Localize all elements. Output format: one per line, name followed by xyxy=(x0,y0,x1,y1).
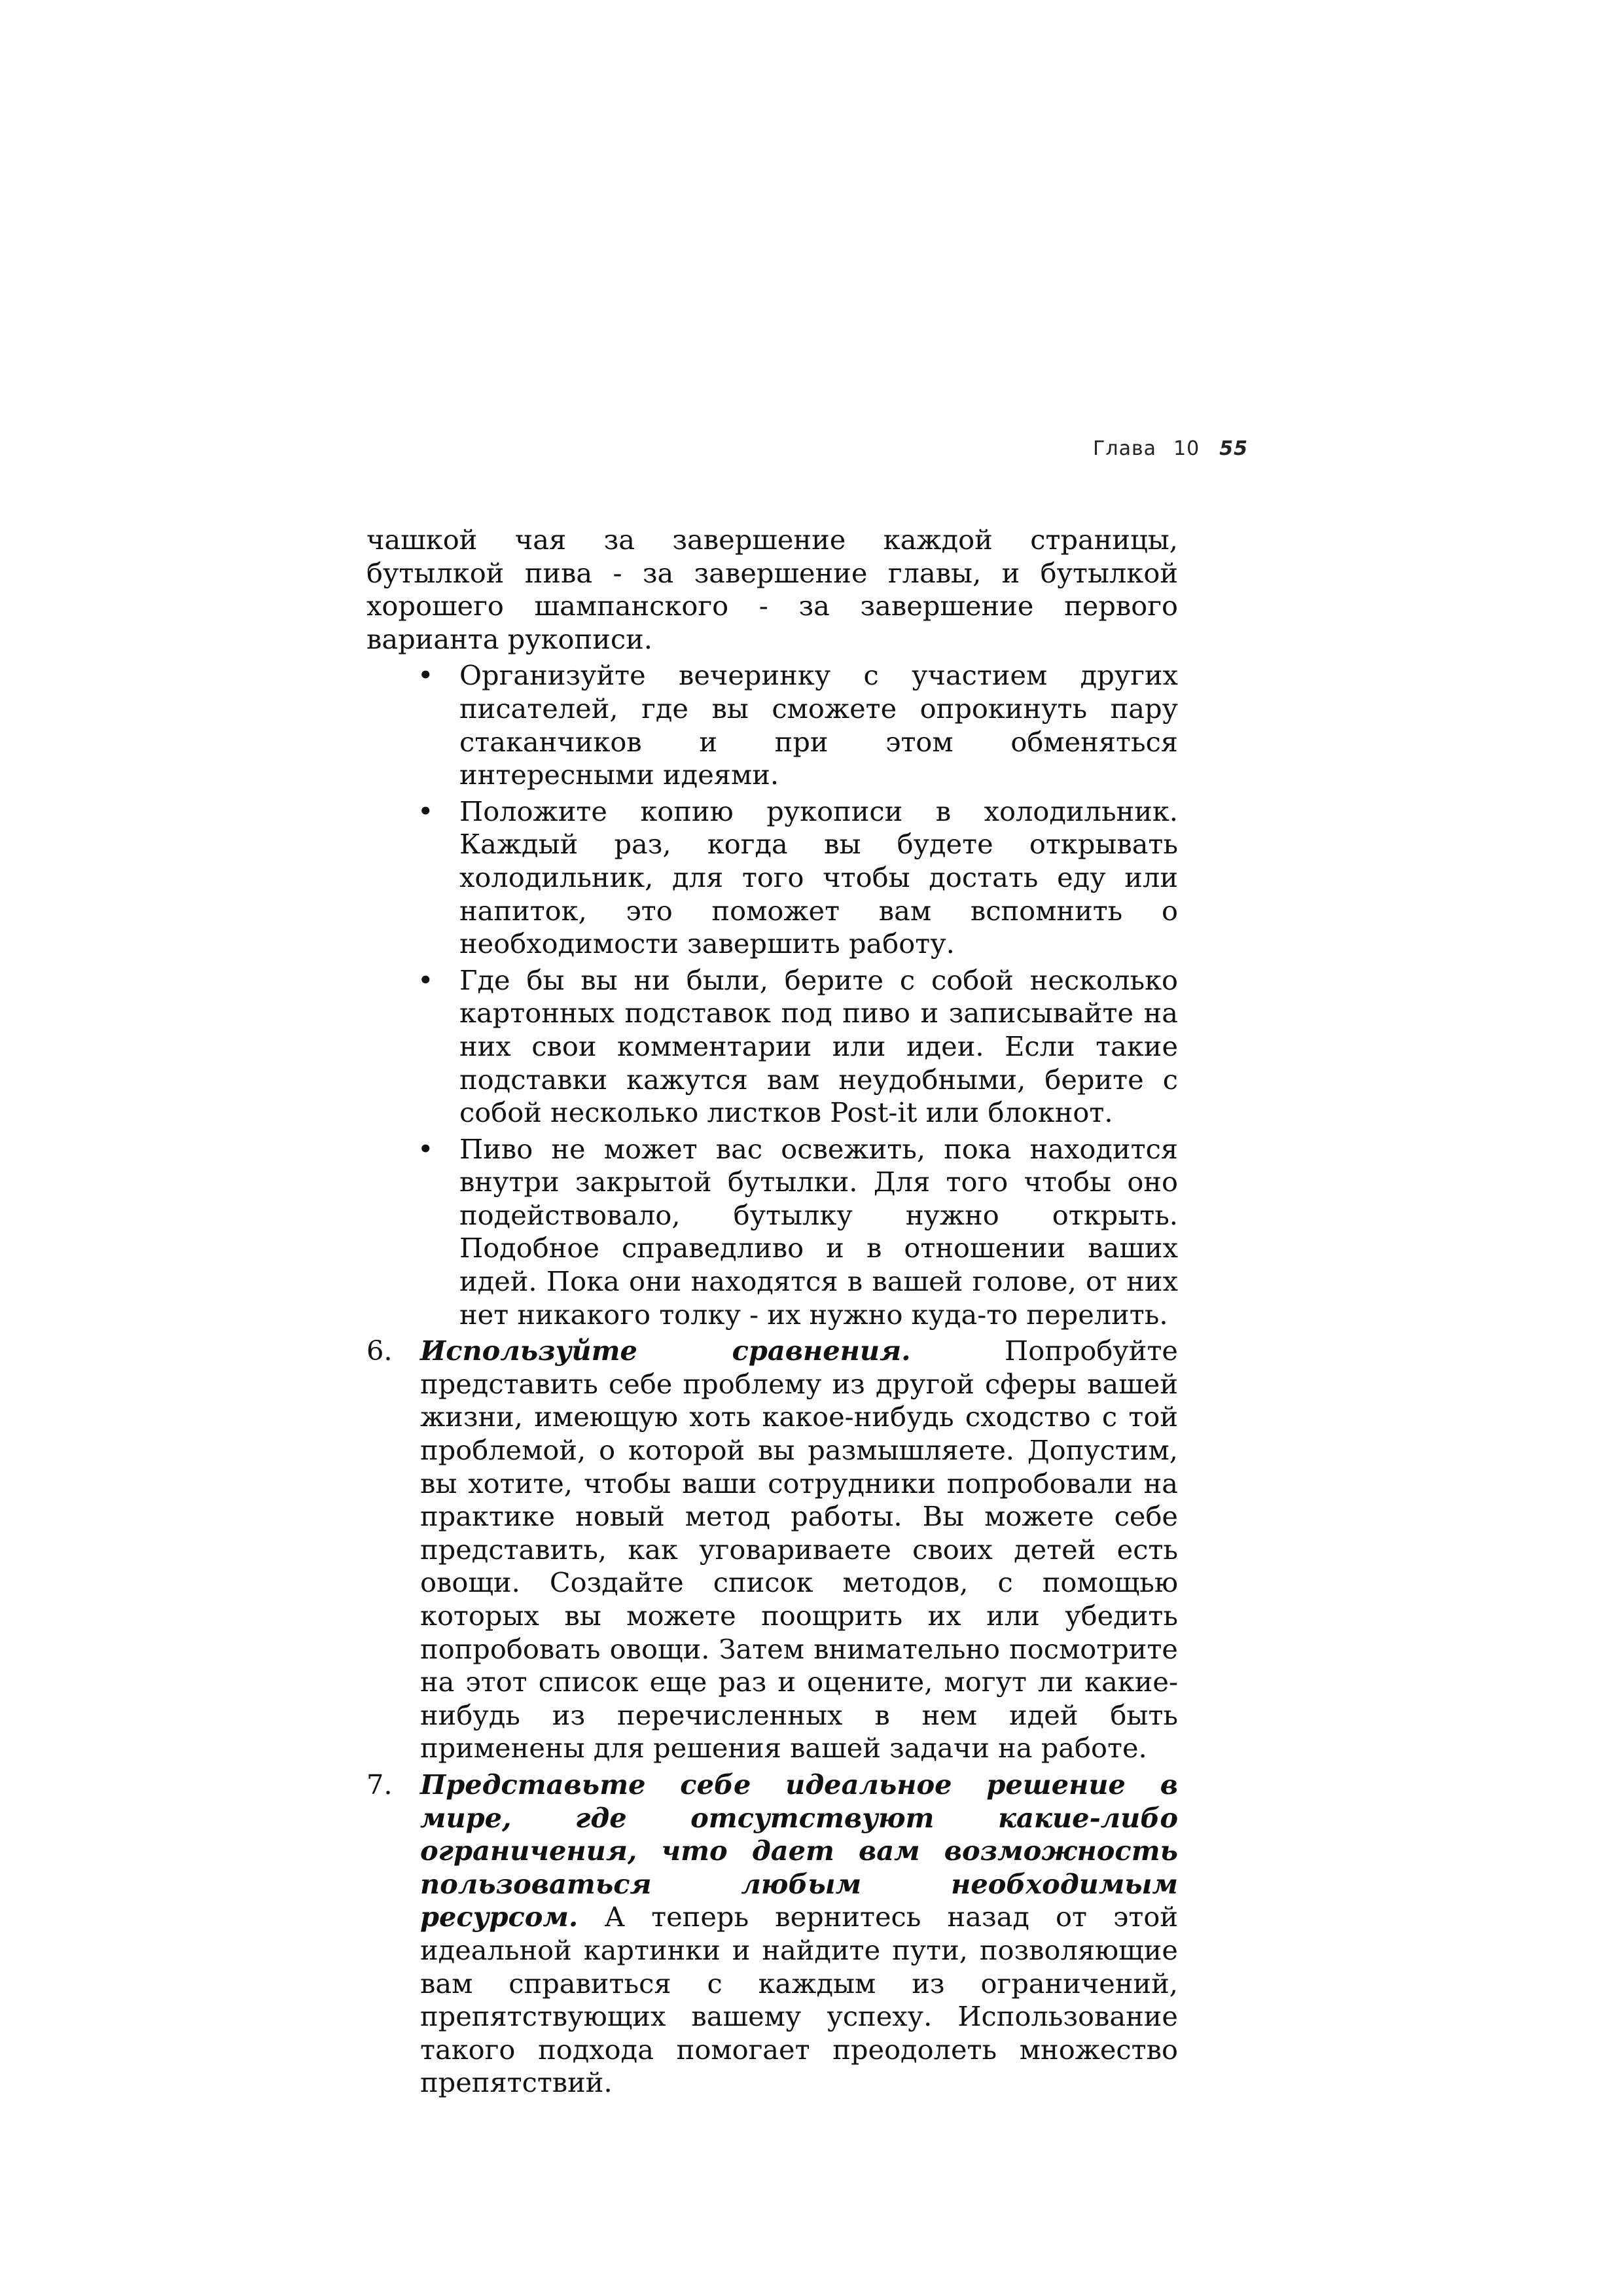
page-body xyxy=(366,524,1178,2100)
bullet-icon: • xyxy=(418,1132,434,1165)
item-text: А теперь вернитесь назад от этой идеальной картинки и найдите пути, позволяющие вам справиться с каждым из ограничений, препятствующих вашему успеху. Использование такого подхода помогает преодолеть множество препятствий. xyxy=(420,1901,1178,2099)
carry-over-paragraph: чашкой чая за завершение каждой страницы, бутылкой пива - за завершение главы, и бутылкой хорошего шампанского - за завершение первого варианта рукописи. xyxy=(366,524,1178,655)
bullet-item xyxy=(366,795,1178,961)
bullet-icon: • xyxy=(418,659,434,692)
item-number: 7. xyxy=(366,1768,393,1801)
item-lead: Используйте сравнения. xyxy=(420,1335,911,1367)
item-number: 6. xyxy=(366,1335,393,1367)
bullet-text: Пиво не может вас освежить, пока находится внутри закрытой бутылки. Для того чтобы оно подействовало, бутылку нужно открыть. Подобное справедливо и в отношении ваших идей. Пока они находятся в вашей голове, от них нет никакого толку - их нужно куда-то перелить. xyxy=(459,1132,1178,1331)
bullet-text: Где бы вы ни были, берите с собой несколько картонных подставок под пиво и записывайте на них свои комментарии или идеи. Если такие подставки кажутся вам неудобными, берите с собой несколько листков Post-it или блокнот. xyxy=(459,963,1178,1129)
bullet-item xyxy=(366,1133,1178,1332)
bullet-item xyxy=(366,659,1178,791)
numbered-item xyxy=(366,1768,1178,2100)
bullet-text: Организуйте вечеринку с участием других писателей, где вы сможете опрокинуть пару стаканчиков и при этом обменяться интересными идеями. xyxy=(459,659,1178,791)
chapter-number: 10 xyxy=(1173,437,1200,460)
bullet-list xyxy=(366,659,1178,1331)
bullet-icon: • xyxy=(418,795,434,827)
running-header xyxy=(1093,437,1248,460)
bullet-icon: • xyxy=(418,963,434,996)
item-lead: Представьте себе идеальное решение в мире, где отсутствуют какие-либо ограничения, что дает вам возможность пользоваться любым необходимым ресурсом. xyxy=(420,1768,1178,1933)
page-number: 55 xyxy=(1219,437,1248,460)
numbered-item xyxy=(366,1335,1178,1765)
bullet-item xyxy=(366,964,1178,1130)
item-text: Попробуйте представить себе проблему из другой сферы вашей жизни, имеющую хоть какое-нибудь сходство с той проблемой, о которой вы размышляете. Допустим, вы хотите, чтобы ваши сотрудники попробовали на практике новый метод работы. Вы можете себе представить, как уговариваете своих детей есть овощи. Создайте список методов, с помощью которых вы можете поощрить их или убедить попробовать овощи. Затем внимательно посмотрите на этот список еще раз и оцените, могут ли какие-нибудь из перечисленных в нем идей быть применены для решения вашей задачи на работе. xyxy=(420,1335,1178,1765)
chapter-label: Глава xyxy=(1093,437,1157,460)
bullet-text: Положите копию рукописи в холодильник. Каждый раз, когда вы будете открывать холодильник, для того чтобы достать еду или напиток, это поможет вам вспомнить о необходимости завершить работу. xyxy=(459,795,1178,960)
